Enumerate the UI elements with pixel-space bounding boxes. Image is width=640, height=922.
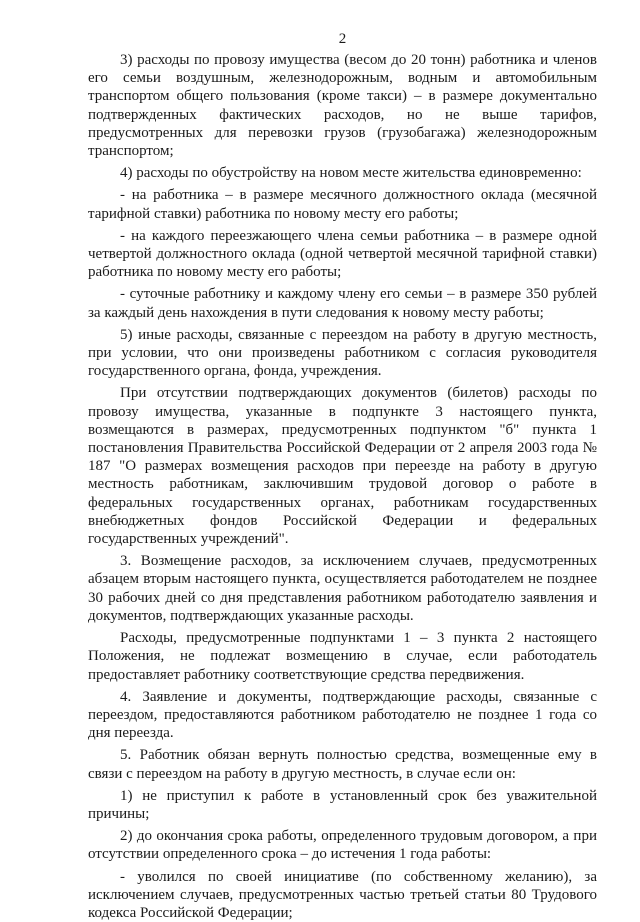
paragraph-7: При отсутствии подтверждающих документов (билетов) расходы по провозу имущества, указанные в подпункте 3 настоящего пункта, возмещаются в размерах, предусмотренных подпунктом "б" пункта 1 постановления Правительства Российской Федерации от 2 апреля 2003 года № 187 "О размерах возмещения расходов при переезде на работу в другую местность работникам, заключившим трудовой договор о работе в федеральных государственных органах, работникам государственных внебюджетных фондов Российской Федерации и федеральных государственных учреждений".: [88, 385, 597, 548]
paragraph-9: Расходы, предусмотренные подпунктами 1 – 3 пункта 2 настоящего Положения, не подлежат возмещению в случае, если работодатель предоставляет работнику соответствующие средства передвижения.: [88, 630, 597, 683]
paragraph-12: 1) не приступил к работе в установленный срок без уважительной причины;: [88, 787, 597, 822]
paragraph-6: 5) иные расходы, связанные с переездом на работу в другую местность, при условии, что они произведены работником с согласия руководителя государственного органа, фонда, учреждения.: [88, 326, 597, 380]
document-page: [88, 30, 597, 922]
paragraph-2: 4) расходы по обустройству на новом месте жительства единовременно:: [120, 165, 582, 182]
paragraph-11: 5. Работник обязан вернуть полностью средства, возмещенные ему в связи с переездом на работу в другую местность, в случае если он:: [88, 747, 597, 782]
paragraph-5: - суточные работнику и каждому члену его семьи – в размере 350 рублей за каждый день нахождения в пути следования к новому месту работы;: [88, 286, 597, 321]
paragraph-13: 2) до окончания срока работы, определенного трудовым договором, а при отсутствии определенного срока – до истечения 1 года работы:: [88, 828, 597, 863]
paragraph-8: 3. Возмещение расходов, за исключением случаев, предусмотренных абзацем вторым настоящего пункта, осуществляется работодателем не позднее 30 рабочих дней со дня представления работником работодателю заявления и документов, подтверждающих указанные расходы.: [88, 553, 597, 624]
paragraph-14: - уволился по своей инициативе (по собственному желанию), за исключением случаев, предусмотренных частью третьей статьи 80 Трудового кодекса Российской Федерации;: [88, 868, 597, 921]
paragraph-3: - на работника – в размере месячного должностного оклада (месячной тарифной ставки) работника по новому месту его работы;: [88, 187, 597, 222]
page-number: 2: [338, 31, 347, 47]
paragraph-1: 3) расходы по провозу имущества (весом до 20 тонн) работника и членов его семьи воздушным, железнодорожным, водным и автомобильным транспортом общего пользования (кроме такси) – в размере документально подтвержденных фактических расходов, но не выше тарифов, предусмотренных для перевозки грузов (грузобагажа) железнодорожным транспортом;: [88, 52, 597, 160]
paragraph-10: 4. Заявление и документы, подтверждающие расходы, связанные с переездом, предоставляются работником работодателю не позднее 1 года со дня переезда.: [88, 688, 597, 742]
paragraph-4: - на каждого переезжающего члена семьи работника – в размере одной четвертой должностного оклада (одной четвертой месячной тарифной ставки) работника по новому месту его работы;: [88, 227, 597, 281]
